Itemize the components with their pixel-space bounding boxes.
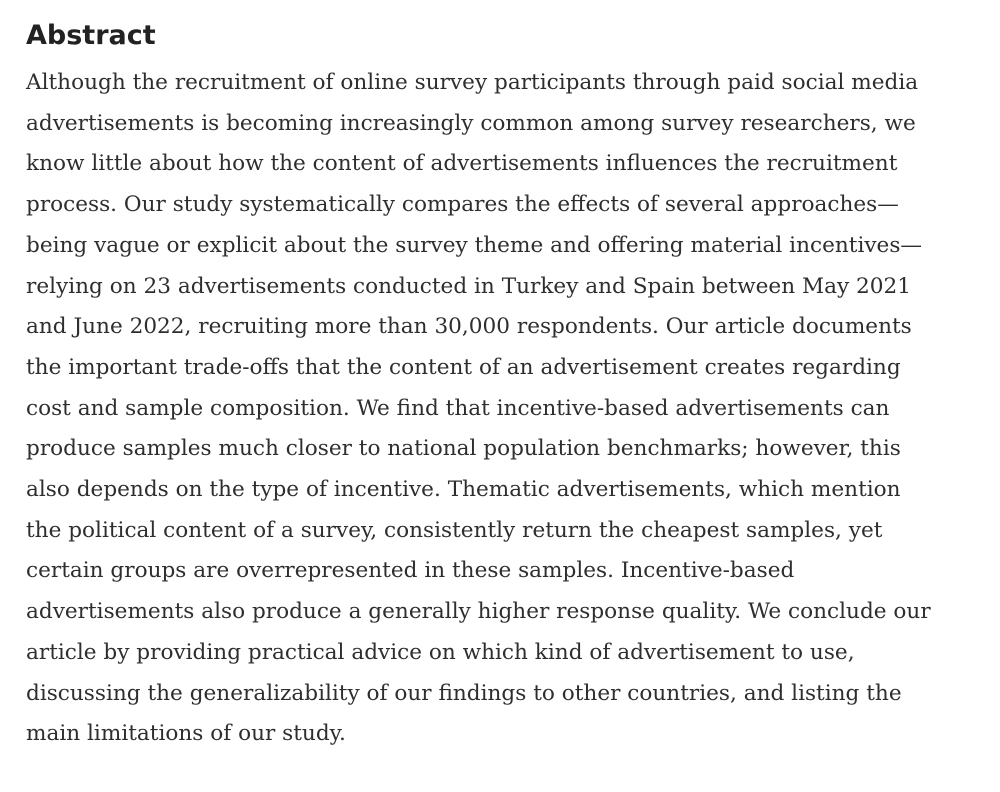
abstract-line: article by providing practical advice on which kind of advertisement to use, <box>26 639 855 665</box>
abstract-line: certain groups are overrepresented in these samples. Incentive-based <box>26 558 795 584</box>
abstract-line: Although the recruitment of online survey participants through paid social media <box>26 70 919 95</box>
abstract-line: process. Our study systematically compares the effects of several approaches— <box>26 192 899 218</box>
abstract-line: produce samples much closer to national population benchmarks; however, this <box>26 436 901 462</box>
abstract-line: advertisements is becoming increasingly common among survey researchers, we <box>26 110 916 136</box>
abstract-line: advertisements also produce a generally higher response quality. We conclude our <box>26 599 931 625</box>
abstract-line: main limitations of our study. <box>26 721 346 747</box>
abstract-heading: Abstract <box>26 20 156 51</box>
abstract-line: relying on 23 advertisements conducted in Turkey and Spain between May 2021 <box>26 273 911 299</box>
abstract-line: discussing the generalizability of our findings to other countries, and listing the <box>26 680 902 706</box>
abstract-line: the important trade-offs that the content of an advertisement creates regarding <box>26 354 901 380</box>
abstract-line: cost and sample composition. We find that incentive-based advertisements can <box>26 395 890 421</box>
abstract-line: know little about how the content of advertisements influences the recruitment <box>26 151 898 177</box>
abstract-line: and June 2022, recruiting more than 30,000 respondents. Our article documents <box>26 314 912 340</box>
abstract-line: the political content of a survey, consistently return the cheapest samples, yet <box>26 517 883 543</box>
abstract-body <box>26 63 974 755</box>
abstract-line: being vague or explicit about the survey theme and offering material incentives— <box>26 232 923 258</box>
abstract-line: also depends on the type of incentive. Thematic advertisements, which mention <box>26 477 901 503</box>
